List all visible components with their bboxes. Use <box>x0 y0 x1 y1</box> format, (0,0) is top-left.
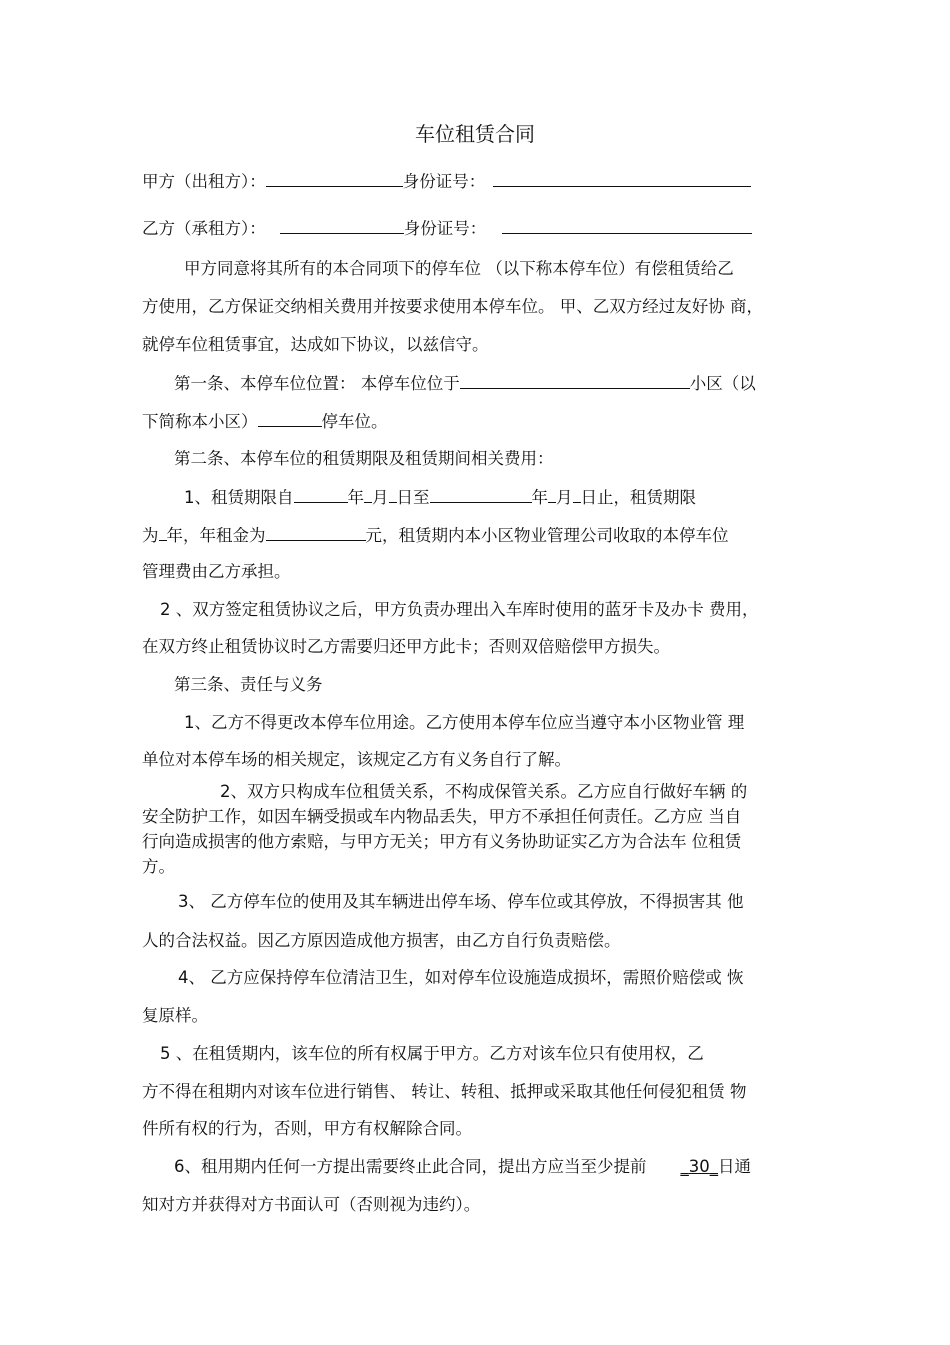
article1-line <box>142 410 388 432</box>
article2-clause1-line <box>184 486 696 508</box>
clause-text: 元，租赁期内本小区物业管理公司收取的本停车位 <box>365 526 729 545</box>
party-b-id-blank <box>502 217 752 234</box>
article1-line <box>174 372 756 394</box>
annual-rent-blank <box>266 524 366 541</box>
party-b-id-label: 身份证号： <box>403 219 487 238</box>
term-years-blank <box>159 524 167 541</box>
article3-clause5-line: 件所有权的行为，否则，甲方有权解除合同。 <box>142 1119 472 1138</box>
end-year-blank <box>430 486 532 503</box>
article2-heading: 第二条、本停车位的租赁期限及租赁期间相关费用： <box>174 449 554 468</box>
clause-text: 6、租用期内任何一方提出需要终止此合同，提出方应当至少提前 <box>174 1157 647 1176</box>
community-name-blank <box>460 372 690 389</box>
start-day-blank <box>389 486 397 503</box>
article3-clause3-line: 3、 乙方停车位的使用及其车辆进出停车场、停车位或其停放，不得损害其 他 <box>178 892 744 911</box>
article3-clause3-line: 人的合法权益。因乙方原因造成他方损害，由乙方自行负责赔偿。 <box>142 931 621 950</box>
article2-clause1-line: 管理费由乙方承担。 <box>142 562 291 581</box>
article3-heading: 第三条、责任与义务 <box>174 675 323 694</box>
party-a-label: 甲方（出租方）： <box>142 172 266 191</box>
party-a-id-blank <box>493 170 751 187</box>
notice-days-number: 30 <box>688 1157 710 1176</box>
article3-clause1-line: 单位对本停车场的相关规定，该规定乙方有义务自行了解。 <box>142 750 571 769</box>
clause-text: 1、租赁期限自 <box>184 488 294 507</box>
party-b-name-blank <box>280 217 404 234</box>
clause-text: 年 <box>531 488 548 507</box>
clause-text: 年 <box>347 488 364 507</box>
party-b-label: 乙方（承租方）： <box>142 219 266 238</box>
end-day-blank <box>573 486 581 503</box>
article3-clause4-line: 复原样。 <box>142 1006 208 1025</box>
article3-clause4-line: 4、 乙方应保持停车位清洁卫生，如对停车位设施造成损坏，需照价赔偿或 恢 <box>178 968 744 987</box>
article3-clause1-line: 1、乙方不得更改本停车位用途。乙方使用本停车位应当遵守本小区物业管 理 <box>184 713 745 732</box>
clause-text: 日止，租赁期限 <box>580 488 696 507</box>
article3-clause5-line: 5 、在租赁期内，该车位的所有权属于甲方。乙方对该车位只有使用权，乙 <box>160 1044 704 1063</box>
article3-clause2-line: 方。 <box>142 857 175 876</box>
article1-text: 小区（以 <box>689 374 756 393</box>
article1-text: 第一条、本停车位位置： 本停车位位于 <box>174 374 460 393</box>
article3-clause6-line <box>174 1157 751 1177</box>
party-b-line <box>142 217 752 239</box>
notice-days-value: _30_ <box>680 1157 718 1176</box>
intro-line: 甲方同意将其所有的本合同项下的停车位 （以下称本停车位）有偿租赁给乙 <box>184 259 734 278</box>
party-a-name-blank <box>266 170 403 187</box>
party-a-id-label: 身份证号： <box>402 172 486 191</box>
start-month-blank <box>364 486 372 503</box>
article3-clause2-line: 安全防护工作，如因车辆受损或车内物品丢失，甲方不承担任何责任。乙方应 当自 <box>142 807 742 826</box>
end-month-blank <box>548 486 556 503</box>
article3-clause5-line: 方不得在租期内对该车位进行销售、 转让、转租、抵押或采取其他任何侵犯租赁 物 <box>142 1082 747 1101</box>
article1-text: 下简称本小区） <box>142 412 258 431</box>
intro-line: 方使用，乙方保证交纳相关费用并按要求使用本停车位。 甲、乙双方经过友好协 商， <box>142 297 763 316</box>
article2-clause1-line <box>142 524 729 546</box>
article3-clause2-line: 行向造成损害的他方索赔，与甲方无关；甲方有义务协助证实乙方为合法车 位租赁 <box>142 832 742 851</box>
clause-text: 日至 <box>396 488 430 507</box>
article2-clause2-line: 2 、双方签定租赁协议之后，甲方负责办理出入车库时使用的蓝牙卡及办卡 费用， <box>160 600 759 619</box>
parking-number-blank <box>258 410 322 427</box>
party-a-line <box>142 170 751 192</box>
intro-line: 就停车位租赁事宜，达成如下协议，以兹信守。 <box>142 335 489 354</box>
article1-text: 停车位。 <box>321 412 388 431</box>
clause-text: 月 <box>556 488 573 507</box>
clause-text: 为 <box>142 526 159 545</box>
clause-text: 日通 <box>718 1157 751 1176</box>
start-year-blank <box>294 486 348 503</box>
contract-title: 车位租赁合同 <box>415 122 535 146</box>
article3-clause6-line: 知对方并获得对方书面认可（否则视为违约）。 <box>142 1195 481 1214</box>
clause-text: 年，年租金为 <box>166 526 266 545</box>
article2-clause2-line: 在双方终止租赁协议时乙方需要归还甲方此卡；否则双倍赔偿甲方损失。 <box>142 637 670 656</box>
clause-text: 月 <box>372 488 389 507</box>
article3-clause2-line: 2、双方只构成车位租赁关系，不构成保管关系。乙方应自行做好车辆 的 <box>220 782 748 801</box>
